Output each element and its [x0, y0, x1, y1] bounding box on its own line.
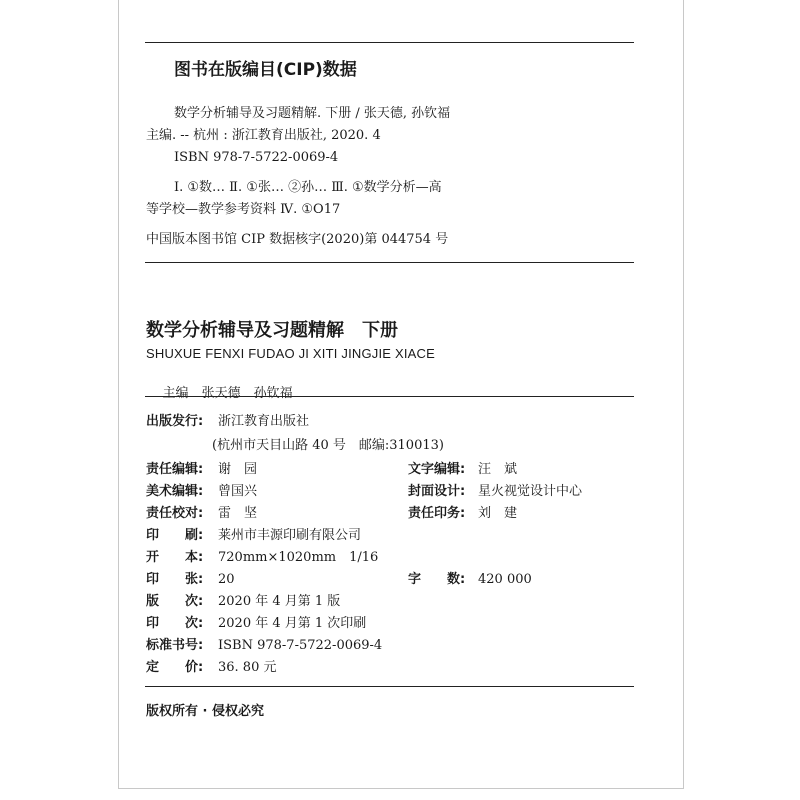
edition-label: 版 次: [146, 594, 204, 609]
cip-isbn: ISBN 978-7-5722-0069-4 [174, 150, 339, 165]
isbn-label: 标准书号: [146, 638, 204, 653]
format-label: 开 本: [146, 550, 204, 565]
cover-design-label: 封面设计: [408, 484, 466, 499]
proofreader-value: 雷 坚 [218, 506, 258, 521]
cip-line-1: 数学分析辅导及习题精解. 下册 / 张天德, 孙钦福 [174, 106, 451, 121]
price-value: 36. 80 元 [218, 660, 277, 675]
art-editor-label: 美术编辑: [146, 484, 204, 499]
proofreader-label: 责任校对: [146, 506, 204, 521]
book-title: 数学分析辅导及习题精解 下册 [146, 320, 398, 341]
publisher-value: 浙江教育出版社 [218, 414, 310, 429]
text-editor-label: 文字编辑: [408, 462, 466, 477]
publisher-label: 出版发行: [146, 414, 204, 429]
cip-heading: 图书在版编目(CIP)数据 [174, 60, 357, 80]
printer-label: 印 刷: [146, 528, 204, 543]
isbn-value: ISBN 978-7-5722-0069-4 [218, 638, 383, 653]
word-count-label: 字 数: [408, 572, 466, 587]
cip-bottom-rule [145, 262, 634, 263]
editor-value: 谢 园 [218, 462, 258, 477]
cover-design-value: 星火视觉设计中心 [478, 484, 583, 499]
impression-label: 印 次: [146, 616, 204, 631]
printer-value: 莱州市丰源印刷有限公司 [218, 528, 362, 543]
format-value: 720mm×1020mm 1/16 [218, 550, 379, 565]
editors-names: 张天德 孙钦福 [201, 386, 293, 401]
editors-row [146, 370, 293, 418]
price-label: 定 价: [146, 660, 204, 675]
print-manager-value: 刘 建 [478, 506, 518, 521]
editors-label: 主编 [162, 386, 189, 401]
top-rule [145, 42, 634, 43]
print-manager-label: 责任印务: [408, 506, 466, 521]
cip-line-4: Ⅰ. ①数… Ⅱ. ①张… ②孙… Ⅲ. ①数学分析—高 [174, 180, 442, 195]
cip-line-6: 中国版本图书馆 CIP 数据核字(2020)第 044754 号 [146, 232, 449, 247]
cip-line-2: 主编. -- 杭州 : 浙江教育出版社, 2020. 4 [146, 128, 381, 143]
cip-line-5: 等学校—教学参考资料 Ⅳ. ①O17 [146, 202, 341, 217]
impression-value: 2020 年 4 月第 1 次印刷 [218, 616, 367, 631]
word-count-value: 420 000 [478, 572, 532, 587]
details-bottom-rule [145, 686, 634, 687]
publisher-address: (杭州市天目山路 40 号 邮编:310013) [212, 438, 444, 453]
sheets-value: 20 [218, 572, 235, 587]
art-editor-value: 曾国兴 [218, 484, 258, 499]
copyright-notice: 版权所有 · 侵权必究 [146, 704, 264, 719]
sheets-label: 印 张: [146, 572, 204, 587]
edition-value: 2020 年 4 月第 1 版 [218, 594, 341, 609]
text-editor-value: 汪 斌 [478, 462, 518, 477]
editor-label: 责任编辑: [146, 462, 204, 477]
title-bottom-rule [145, 396, 634, 397]
book-title-pinyin: SHUXUE FENXI FUDAO JI XITI JINGJIE XIACE [146, 346, 435, 361]
